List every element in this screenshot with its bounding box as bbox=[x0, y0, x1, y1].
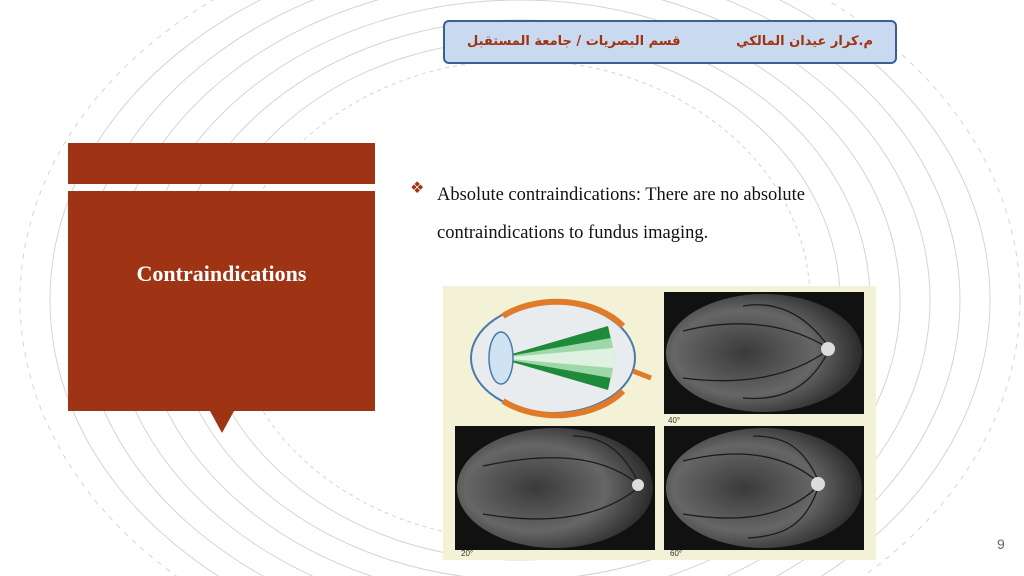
label-40: 40° bbox=[668, 416, 681, 425]
label-20: 20° bbox=[461, 549, 474, 558]
header-author: م.كرار عيدان المالكي bbox=[736, 34, 873, 49]
diamond-bullet-icon: ❖ bbox=[410, 178, 425, 197]
page-number: 9 bbox=[997, 536, 1005, 552]
bullet-line-2: contraindications to fundus imaging. bbox=[437, 223, 709, 243]
title-panel bbox=[68, 191, 375, 411]
bullet-text bbox=[437, 176, 887, 252]
header-department: قسم البصريات / جامعة المستقبل bbox=[467, 34, 681, 49]
pointer-triangle bbox=[210, 411, 234, 433]
bullet-line-1: Absolute contraindications: There are no absolute bbox=[437, 185, 806, 205]
header-banner bbox=[443, 20, 897, 64]
fundus-figure-svg bbox=[443, 286, 876, 560]
fundus-figure bbox=[443, 286, 876, 560]
eye-diagram bbox=[471, 302, 651, 415]
slide-title: Contraindications bbox=[136, 261, 307, 286]
label-60: 60° bbox=[670, 549, 683, 558]
title-top-bar bbox=[68, 143, 375, 184]
